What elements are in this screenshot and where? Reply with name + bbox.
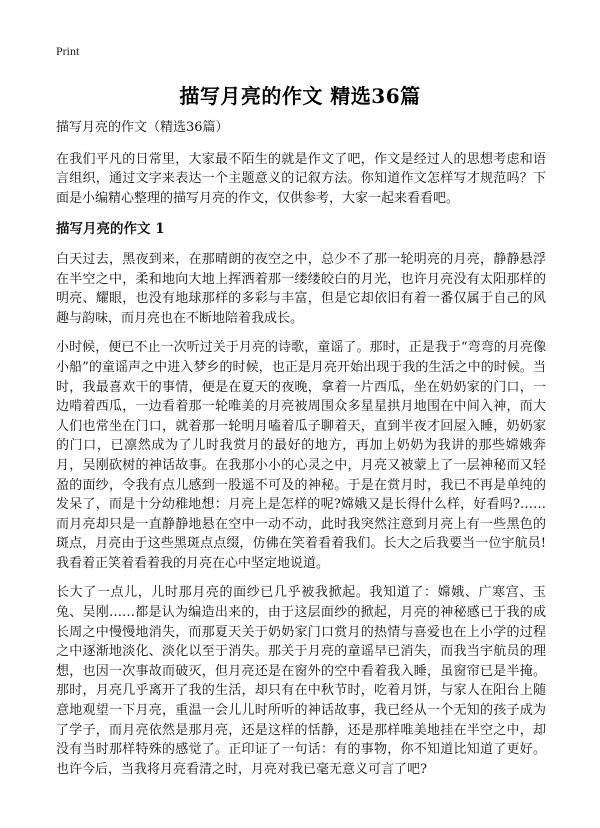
document-title: 描写月亮的作文 精选36篇 <box>179 84 421 108</box>
body-paragraph-2: 小时候，便已不止一次听过关于月亮的诗歌，童谣了。那时，正是我于“弯弯的月亮像小船”的童谣声之中进入梦乡的时候，也正是月亮开始出现于我的生活之中的时候。当时，我最喜欢干的事情，便是在夏天的夜晚，拿着一片西瓜，坐在奶奶家的门口，一边啃着西瓜，一边看着那一轮唯美的月亮被周围众多星星拱月地围在中间入神，而大人们也常坐在门口，就着那一轮明月嗑着瓜子聊着天，直到半夜才回屋入睡，奶奶家的门口，已凛然成为了儿时我赏月的最好的地方，再加上奶奶为我讲的那些嫦娥奔月，吴刚砍树的神话故事。在我那小小的心灵之中，月亮又被蒙上了一层神秘而又轻盈的面纱，令我有点儿感到一股遥不可及的神秘。于是在赏月时，我已不再是单纯的发呆了，而是十分幼稚地想：月亮上是怎样的呢?嫦娥又是长得什么样，好看吗?……而月亮却只是一直静静地悬在空中一动不动，此时我突然注意到月亮上有一些黑色的斑点，月亮由于这些黑斑点点缀，仿佛在笑着看着我们。长大之后我要当一位宇航员!我看着正笑着看着我的月亮在心中坚定地说道。 <box>56 340 546 571</box>
body-paragraph-1: 白天过去，黑夜到来，在那晴朗的夜空之中，总少不了那一轮明亮的月亮，静静悬浮在半空之中，柔和地向大地上挥洒着那一缕缕皎白的月光，也许月亮没有太阳那样的明亮、耀眼，也没有地球那样的多彩与丰富，但是它却依旧有着一番仅属于自己的风趣与韵味，而月亮也在不断地陪着我成长。 <box>56 251 546 326</box>
document-subtitle: 描写月亮的作文（精选36篇） <box>56 120 229 135</box>
document-body <box>56 118 546 789</box>
print-label: Print <box>56 44 80 58</box>
section-heading: 描写月亮的作文 1 <box>56 221 165 238</box>
intro-paragraph: 在我们平凡的日常里，大家最不陌生的就是作文了吧，作文是经过人的思想考虑和语言组织，通过文字来表达一个主题意义的记叙方法。你知道作文怎样写才规范吗？下面是小编精心整理的描写月亮的作文，仅供参考，大家一起来看看吧。 <box>56 151 546 206</box>
body-paragraph-3: 长大了一点儿，儿时那月亮的面纱已几乎被我掀起。我知道了：嫦娥、广寒宫、玉兔、吴刚……都是认为编造出来的，由于这层面纱的掀起，月亮的神秘感已于我的成长周之中慢慢地消失，而那夏天关于奶奶家门口赏月的热情与喜爱也在上小学的过程之中逐渐地淡化、淡化以至于消失。那关于月亮的童谣早已消失，而我当宇航员的理想，也因一次事故而破灭，但月亮还是在窗外的空中看着我入睡，虽窗帘已是半掩。那时，月亮几乎离开了我的生活，却只有在中秋节时，吃着月饼，与家人在阳台上随意地观望一下月亮，重温一会儿儿时所听的神话故事，我已经从一个无知的孩子成为了学子，而月亮依然是那月亮，还是这样的恬静，还是那样唯美地挂在半空之中，却没有当时那样特殊的感觉了。正印证了一句话：有的事物，你不知道比知道了更好。也许今后，当我将月亮看清之时，月亮对我已毫无意义可言了吧? <box>56 585 546 777</box>
